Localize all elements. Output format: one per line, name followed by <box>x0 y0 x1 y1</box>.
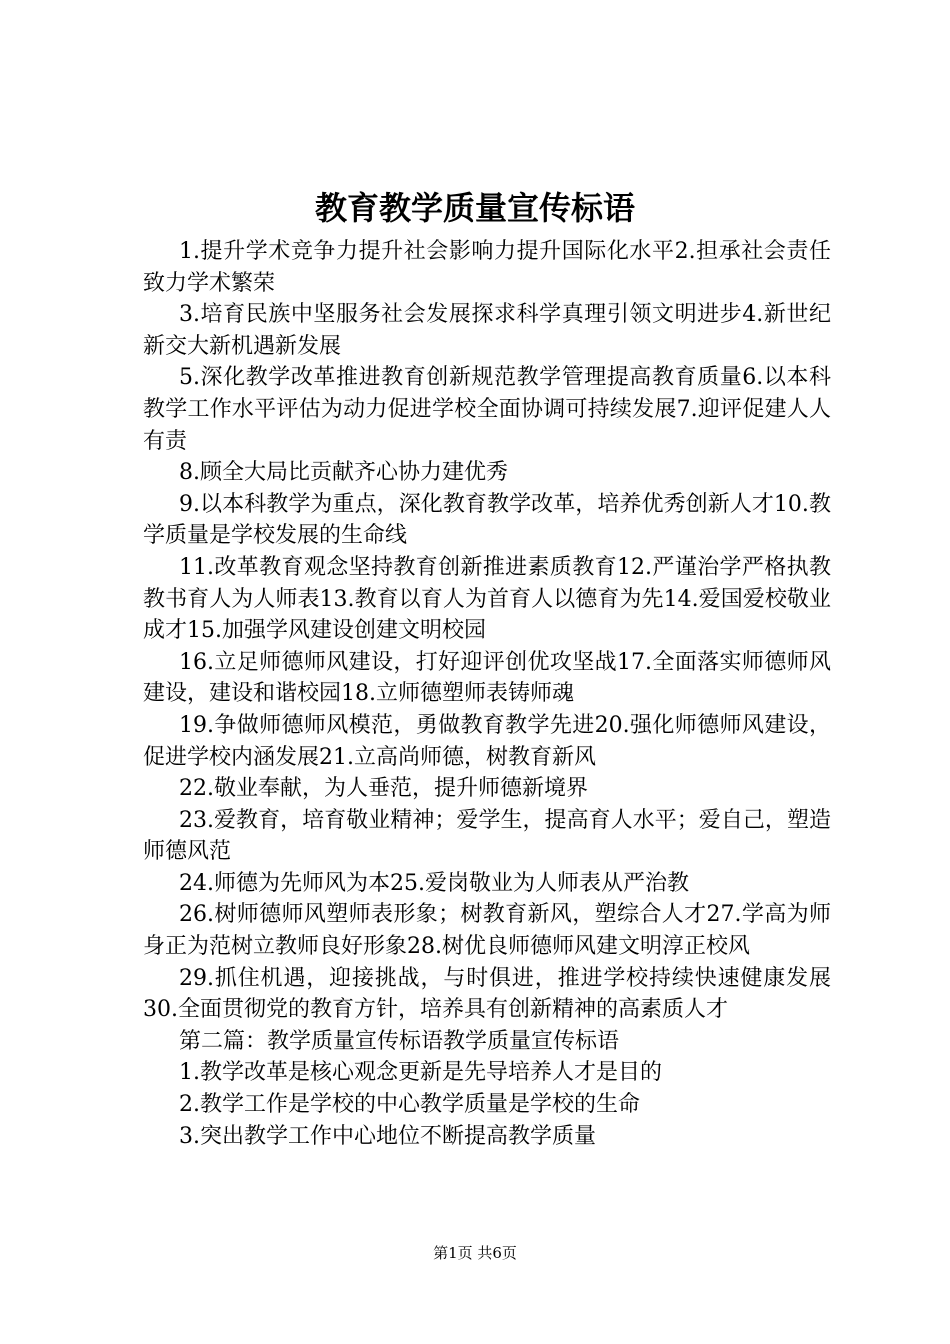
page-footer: 第1页 共6页 <box>433 1244 517 1262</box>
paragraph: 11.改革教育观念坚持教育创新推进素质教育12.严谨治学严格执教教书育人为人师表13.教育以育人为首育人以德育为先14.爱国爱校敬业成才15.加强学风建设创建文明校园 <box>143 554 831 644</box>
paragraph: 29.抓住机遇，迎接挑战，与时俱进，推进学校持续快速健康发展30.全面贯彻党的教育方针，培养具有创新精神的高素质人才 <box>143 965 831 1023</box>
paragraph: 1.教学改革是核心观念更新是先导培养人才是目的 <box>179 1060 662 1086</box>
paragraph: 19.争做师德师风模范，勇做教育教学先进20.强化师德师风建设，促进学校内涵发展21.立高尚师德，树教育新风 <box>143 712 831 770</box>
paragraph: 8.顾全大局比贡献齐心协力建优秀 <box>179 460 508 486</box>
document-body <box>143 236 831 1152</box>
paragraph: 2.教学工作是学校的中心教学质量是学校的生命 <box>179 1092 640 1118</box>
paragraph: 1.提升学术竞争力提升社会影响力提升国际化水平2.担承社会责任致力学术繁荣 <box>143 239 831 296</box>
paragraph: 23.爱教育，培育敬业精神；爱学生，提高育人水平；爱自己，塑造师德风范 <box>143 807 831 865</box>
paragraph: 22.敬业奉献，为人垂范，提升师德新境界 <box>179 776 588 802</box>
paragraph: 3.突出教学工作中心地位不断提高教学质量 <box>179 1123 596 1149</box>
paragraph: 26.树师德师风塑师表形象；树教育新风，塑综合人才27.学高为师身正为范树立教师良好形象28.树优良师德师风建文明淳正校风 <box>143 902 831 960</box>
document-title: 教育教学质量宣传标语 <box>314 189 635 227</box>
paragraph: 5.深化教学改革推进教育创新规范教学管理提高教育质量6.以本科教学工作水平评估为动力促进学校全面协调可持续发展7.迎评促建人人有责 <box>143 365 831 454</box>
paragraph: 3.培育民族中坚服务社会发展探求科学真理引领文明进步4.新世纪新交大新机遇新发展 <box>143 302 831 359</box>
section-heading: 第二篇：教学质量宣传标语教学质量宣传标语 <box>179 1028 620 1054</box>
paragraph: 24.师德为先师风为本25.爱岗敬业为人师表从严治教 <box>179 870 689 896</box>
paragraph: 16.立足师德师风建设，打好迎评创优攻坚战17.全面落实师德师风建设，建设和谐校园18.立师德塑师表铸师魂 <box>143 649 831 707</box>
paragraph: 9.以本科教学为重点，深化教育教学改革，培养优秀创新人才10.教学质量是学校发展的生命线 <box>143 491 831 549</box>
